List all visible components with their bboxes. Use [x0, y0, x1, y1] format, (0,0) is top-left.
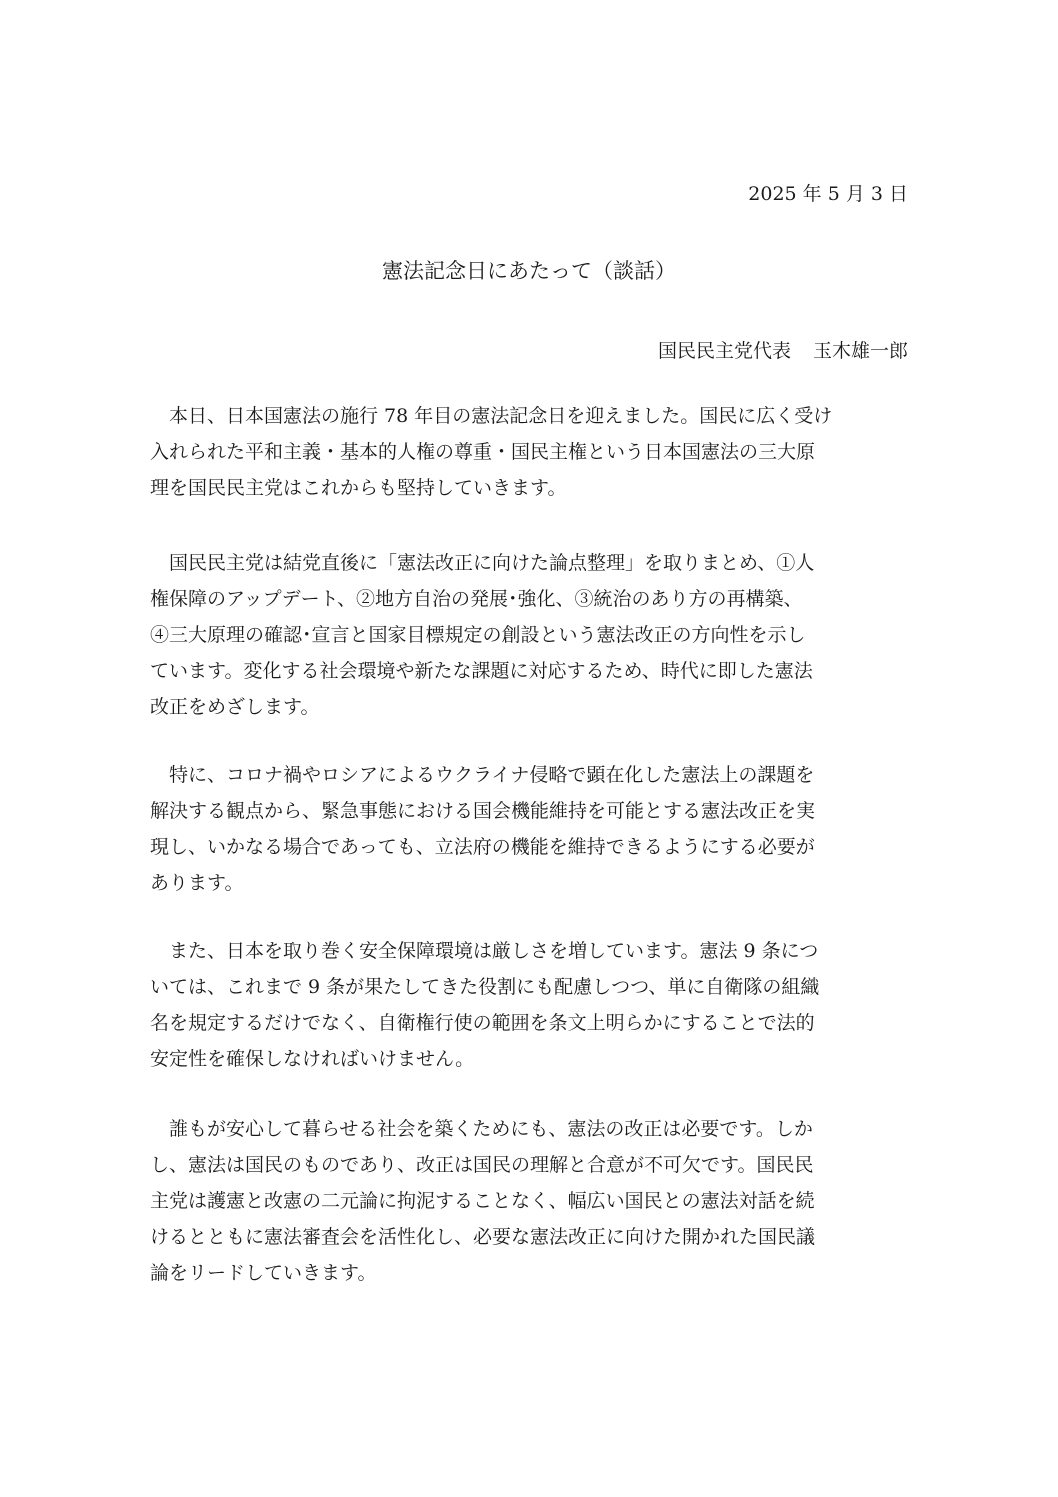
body-paragraph-5 — [150, 1111, 910, 1291]
paragraph-line: 本日、日本国憲法の施行 78 年目の憲法記念日を迎えました。国民に広く受け — [169, 405, 833, 427]
paragraph-line: いては、これまで 9 条が果たしてきた役割にも配慮しつつ、単に自衛隊の組織 — [150, 976, 820, 998]
document-title: 憲法記念日にあたって（談話） — [382, 259, 676, 283]
document-date: 2025 年 5 月 3 日 — [748, 183, 908, 205]
paragraph-line: また、日本を取り巻く安全保障環境は厳しさを増しています。憲法 9 条につ — [169, 940, 819, 962]
paragraph-line: 特に、コロナ禍やロシアによるウクライナ侵略で顕在化した憲法上の課題を — [169, 764, 815, 786]
body-paragraph-1 — [150, 398, 910, 506]
paragraph-line: ています。変化する社会環境や新たな課題に対応するため、時代に即した憲法 — [150, 660, 813, 682]
body-paragraph-4 — [150, 933, 910, 1077]
paragraph-line: けるとともに憲法審査会を活性化し、必要な憲法改正に向けた開かれた国民議 — [150, 1226, 816, 1248]
author-name: 玉木雄一郎 — [812, 340, 908, 362]
paragraph-line: 現し、いかなる場合であっても、立法府の機能を維持できるようにする必要が — [150, 836, 815, 858]
paragraph-line: 誰もが安心して暮らせる社会を築くためにも、憲法の改正は必要です。しか — [169, 1118, 813, 1140]
paragraph-line: ④三大原理の確認･宣言と国家目標規定の創設という憲法改正の方向性を示し — [150, 624, 806, 646]
paragraph-line: し、憲法は国民のものであり、改正は国民の理解と合意が不可欠です。国民民 — [150, 1154, 814, 1176]
author-role: 国民民主党代表 — [657, 340, 791, 362]
paragraph-line: 安定性を確保しなければいけません。 — [150, 1048, 475, 1070]
paragraph-line: 解決する観点から、緊急事態における国会機能維持を可能とする憲法改正を実 — [150, 800, 816, 822]
paragraph-line: 名を規定するだけでなく、自衛権行使の範囲を条文上明らかにすることで法的 — [150, 1012, 815, 1034]
paragraph-line: 改正をめざします。 — [150, 696, 320, 718]
paragraph-line: 論をリードしていきます。 — [150, 1262, 377, 1284]
paragraph-line: 権保障のアップデート、②地方自治の発展･強化、③統治のあり方の再構築、 — [150, 588, 803, 610]
document-author — [658, 337, 908, 365]
body-paragraph-3 — [150, 757, 910, 901]
paragraph-line: 主党は護憲と改憲の二元論に拘泥することなく、幅広い国民との憲法対話を続 — [150, 1190, 815, 1212]
body-paragraph-2 — [150, 545, 910, 725]
paragraph-line: あります。 — [150, 872, 244, 894]
paragraph-line: 国民民主党は結党直後に「憲法改正に向けた論点整理」を取りまとめ、①人 — [169, 552, 815, 574]
paragraph-line: 理を国民民主党はこれからも堅持していきます。 — [150, 477, 567, 499]
paragraph-line: 入れられた平和主義・基本的人権の尊重・国民主権という日本国憲法の三大原 — [150, 441, 816, 463]
